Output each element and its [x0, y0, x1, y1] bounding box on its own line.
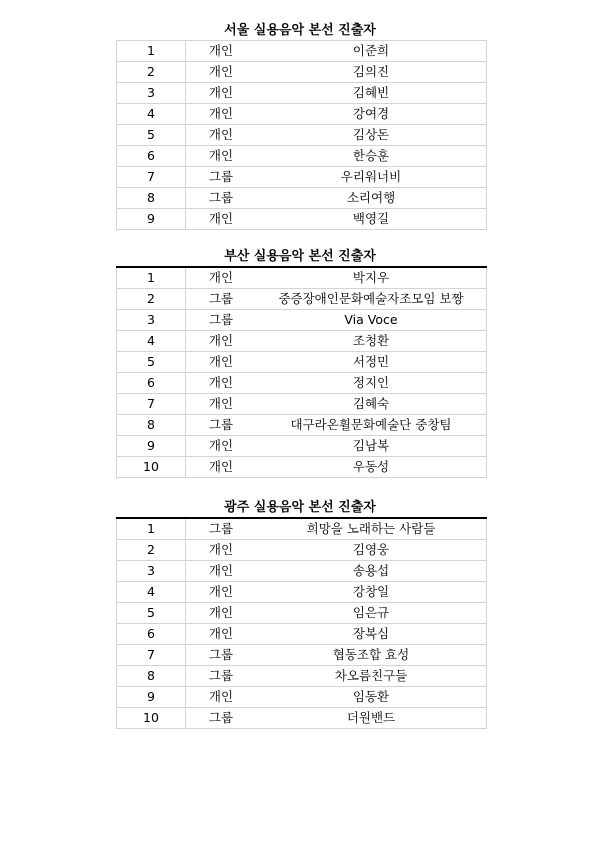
section-title: 부산 실용음악 본선 진출자	[224, 249, 376, 264]
table-row	[117, 209, 487, 230]
row-number: 7	[117, 394, 186, 415]
table-row	[117, 603, 487, 624]
table-row	[117, 373, 487, 394]
entry-type: 그룹	[186, 167, 257, 188]
entry-type: 그룹	[186, 708, 257, 729]
entrant-name: 차오름친구들	[256, 666, 487, 687]
entrant-name: 더원밴드	[256, 708, 487, 729]
table-row	[117, 394, 487, 415]
table-row	[117, 457, 487, 478]
entrant-name: 김남복	[256, 436, 487, 457]
table-row	[117, 687, 487, 708]
entrant-name: 조청환	[256, 331, 487, 352]
section-busan	[116, 248, 484, 478]
table-row	[117, 167, 487, 188]
entrant-name: Via Voce	[256, 310, 487, 331]
table-row	[117, 310, 487, 331]
entrant-name: 김혜빈	[256, 83, 487, 104]
entry-type: 그룹	[186, 310, 257, 331]
entry-type: 그룹	[186, 289, 257, 310]
finalists-table	[116, 517, 487, 729]
table-row	[117, 708, 487, 729]
row-number: 2	[117, 62, 186, 83]
entrant-name: 대구라온휠문화예술단 중창팀	[256, 415, 487, 436]
row-number: 1	[117, 518, 186, 540]
table-row	[117, 352, 487, 373]
table-row	[117, 582, 487, 603]
section-title: 광주 실용음악 본선 진출자	[224, 500, 376, 515]
finalists-table	[116, 266, 487, 478]
row-number: 10	[117, 457, 186, 478]
table-row	[117, 666, 487, 687]
row-number: 1	[117, 267, 186, 289]
entry-type: 그룹	[186, 518, 257, 540]
entrant-name: 강여경	[256, 104, 487, 125]
row-number: 4	[117, 582, 186, 603]
row-number: 8	[117, 188, 186, 209]
table-row	[117, 41, 487, 62]
entry-type: 그룹	[186, 415, 257, 436]
entry-type: 그룹	[186, 188, 257, 209]
entry-type: 개인	[186, 41, 257, 62]
row-number: 3	[117, 83, 186, 104]
entry-type: 개인	[186, 540, 257, 561]
entrant-name: 우리워너비	[256, 167, 487, 188]
row-number: 5	[117, 603, 186, 624]
table-row	[117, 331, 487, 352]
table-row	[117, 561, 487, 582]
entry-type: 개인	[186, 125, 257, 146]
row-number: 4	[117, 104, 186, 125]
entrant-name: 김영웅	[256, 540, 487, 561]
section-title: 서울 실용음악 본선 진출자	[224, 23, 376, 38]
entry-type: 개인	[186, 62, 257, 83]
entry-type: 개인	[186, 209, 257, 230]
section-gwangju	[116, 499, 484, 729]
finalists-table	[116, 40, 487, 230]
entry-type: 개인	[186, 104, 257, 125]
entry-type: 개인	[186, 582, 257, 603]
entrant-name: 박지우	[256, 267, 487, 289]
entrant-name: 이준희	[256, 41, 487, 62]
entrant-name: 김상돈	[256, 125, 487, 146]
entry-type: 개인	[186, 394, 257, 415]
entrant-name: 한승훈	[256, 146, 487, 167]
entrant-name: 중증장애인문화예술자조모임 보짱	[256, 289, 487, 310]
table-row	[117, 62, 487, 83]
entry-type: 개인	[186, 624, 257, 645]
entrant-name: 김혜숙	[256, 394, 487, 415]
entry-type: 그룹	[186, 666, 257, 687]
row-number: 6	[117, 373, 186, 394]
row-number: 9	[117, 436, 186, 457]
table-row	[117, 289, 487, 310]
entry-type: 그룹	[186, 645, 257, 666]
row-number: 1	[117, 41, 186, 62]
table-row	[117, 540, 487, 561]
table-row	[117, 267, 487, 289]
row-number: 8	[117, 666, 186, 687]
row-number: 2	[117, 540, 186, 561]
table-row	[117, 436, 487, 457]
table-row	[117, 146, 487, 167]
row-number: 8	[117, 415, 186, 436]
entrant-name: 송용섭	[256, 561, 487, 582]
entrant-name: 소리여행	[256, 188, 487, 209]
entry-type: 개인	[186, 373, 257, 394]
row-number: 3	[117, 561, 186, 582]
row-number: 7	[117, 645, 186, 666]
entry-type: 개인	[186, 561, 257, 582]
section-seoul	[116, 22, 484, 230]
entrant-name: 장복심	[256, 624, 487, 645]
entrant-name: 협동조합 효성	[256, 645, 487, 666]
row-number: 10	[117, 708, 186, 729]
entry-type: 개인	[186, 457, 257, 478]
entrant-name: 백영길	[256, 209, 487, 230]
row-number: 2	[117, 289, 186, 310]
entry-type: 개인	[186, 352, 257, 373]
entry-type: 개인	[186, 267, 257, 289]
entrant-name: 서정민	[256, 352, 487, 373]
entry-type: 개인	[186, 331, 257, 352]
table-row	[117, 415, 487, 436]
table-row	[117, 518, 487, 540]
row-number: 9	[117, 209, 186, 230]
entrant-name: 희망을 노래하는 사람들	[256, 518, 487, 540]
row-number: 3	[117, 310, 186, 331]
entrant-name: 임은규	[256, 603, 487, 624]
row-number: 4	[117, 331, 186, 352]
table-row	[117, 624, 487, 645]
entrant-name: 정지인	[256, 373, 487, 394]
table-row	[117, 125, 487, 146]
entry-type: 개인	[186, 146, 257, 167]
entrant-name: 우동성	[256, 457, 487, 478]
table-row	[117, 188, 487, 209]
entrant-name: 임동환	[256, 687, 487, 708]
entrant-name: 강창일	[256, 582, 487, 603]
table-row	[117, 645, 487, 666]
row-number: 7	[117, 167, 186, 188]
row-number: 5	[117, 125, 186, 146]
row-number: 6	[117, 624, 186, 645]
row-number: 6	[117, 146, 186, 167]
entry-type: 개인	[186, 687, 257, 708]
table-row	[117, 104, 487, 125]
table-row	[117, 83, 487, 104]
row-number: 5	[117, 352, 186, 373]
row-number: 9	[117, 687, 186, 708]
entry-type: 개인	[186, 83, 257, 104]
entrant-name: 김의진	[256, 62, 487, 83]
entry-type: 개인	[186, 603, 257, 624]
entry-type: 개인	[186, 436, 257, 457]
